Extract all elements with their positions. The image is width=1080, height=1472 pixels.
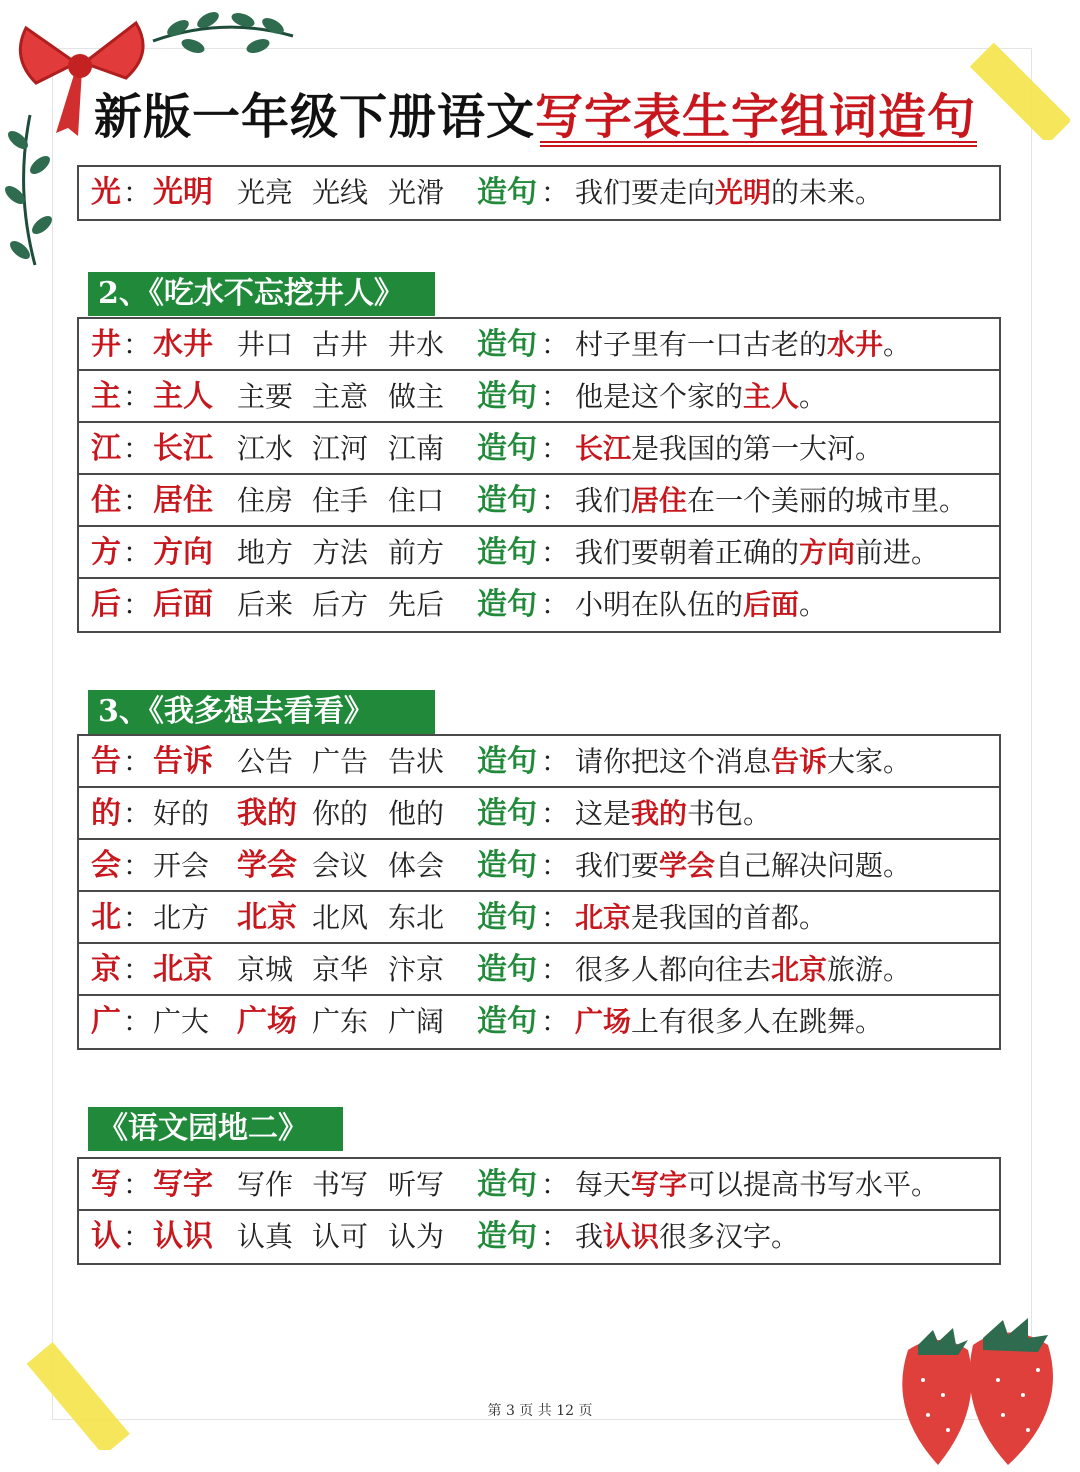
word: 光滑 [388,176,445,209]
page-footer: 第 3 页 共 12 页 [487,1403,593,1419]
word: 北方 [153,901,210,934]
title-red-part: 写字表生字组词造句 [535,89,977,145]
word: 主要 [237,380,294,413]
word: 告状 [388,745,445,778]
example-sentence [575,319,911,371]
colon: ： [123,1168,152,1201]
colon: ： [123,588,152,621]
word: 写字 [153,1167,213,1202]
colon: ： [123,797,152,830]
word: 江南 [388,432,445,465]
title-underline [540,141,977,147]
table-row [79,1159,999,1211]
sentence-text: 可以提高书写水平。 [687,1168,940,1201]
character: 住 [91,483,121,518]
sentence-text: 是我国的第一大河。 [631,432,884,465]
table-row [79,996,999,1048]
sentence-text: 我们要朝着正确的 [575,536,800,569]
lesson-header-yuandi: 《语文园地二》 [88,1107,343,1151]
sentence-highlight: 告诉 [771,745,828,778]
word: 住房 [237,484,294,517]
word: 书写 [312,1168,369,1201]
word: 做主 [388,380,445,413]
sentence-highlight: 写字 [631,1168,688,1201]
colon: ： [123,432,152,465]
sentence-highlight: 认识 [603,1220,660,1253]
zaoju-label: 造句 [477,175,537,210]
zaoju-label: 造句 [477,535,537,570]
sentence-text: 我们要走向 [575,176,716,209]
leaf-branch-icon [148,6,298,56]
table-row [79,579,999,631]
word: 东北 [388,901,445,934]
zaoju-label: 造句 [477,327,537,362]
word: 住手 [312,484,369,517]
colon: ： [541,484,570,517]
word: 光亮 [237,176,294,209]
sentence-text: 书包。 [687,797,772,830]
zaoju-label: 造句 [477,744,537,779]
colon: ： [541,1220,570,1253]
sentence-text: 的未来。 [771,176,884,209]
vocab-table-yuandi [77,1157,1001,1265]
example-sentence [575,527,939,579]
colon: ： [123,536,152,569]
sentence-text: 我们要 [575,849,660,882]
word: 北京 [153,952,213,987]
word: 居住 [153,483,213,518]
character: 写 [91,1167,121,1202]
zaoju-label: 造句 [477,431,537,466]
word: 京华 [312,953,369,986]
word: 前方 [388,536,445,569]
sentence-text: 旅游。 [827,953,912,986]
sentence-highlight: 水井 [827,328,884,361]
word: 方法 [312,536,369,569]
vocab-table-continued [77,165,1001,221]
sentence-text: 在一个美丽的城市里。 [687,484,968,517]
colon: ： [123,849,152,882]
colon: ： [541,901,570,934]
sentence-text: 很多人都向往去 [575,953,772,986]
colon: ： [541,1168,570,1201]
word: 广场 [237,1004,297,1039]
sentence-highlight: 光明 [715,176,772,209]
table-row [79,475,999,527]
word: 后方 [312,588,369,621]
character: 井 [91,327,121,362]
lesson-header-3: 3、《我多想去看看》 [88,690,435,734]
sentence-text: 请你把这个消息 [575,745,772,778]
sentence-text: 上有很多人在跳舞。 [631,1005,884,1038]
character: 会 [91,848,121,883]
washi-tape-bottom-left [20,1340,130,1450]
example-sentence [575,840,911,892]
colon: ： [541,432,570,465]
word: 认为 [388,1220,445,1253]
colon: ： [541,328,570,361]
example-sentence [575,579,827,631]
word: 光线 [312,176,369,209]
word: 后来 [237,588,294,621]
colon: ： [541,588,570,621]
sentence-highlight: 学会 [659,849,716,882]
example-sentence [575,1159,939,1211]
vine-icon [0,110,60,270]
zaoju-label: 造句 [477,379,537,414]
word: 听写 [388,1168,445,1201]
word: 你的 [312,797,369,830]
word: 写作 [237,1168,294,1201]
word: 广大 [153,1005,210,1038]
sentence-highlight: 长江 [575,432,632,465]
sentence-text: 很多汉字。 [659,1220,800,1253]
word: 京城 [237,953,294,986]
example-sentence [575,892,827,944]
zaoju-label: 造句 [477,900,537,935]
colon: ： [123,484,152,517]
sentence-highlight: 广场 [575,1005,632,1038]
word: 认识 [153,1219,213,1254]
zaoju-label: 造句 [477,1004,537,1039]
character: 主 [91,379,121,414]
character: 江 [91,431,121,466]
character: 北 [91,900,121,935]
colon: ： [123,1220,152,1253]
table-row [79,840,999,892]
word: 地方 [237,536,294,569]
sentence-highlight: 北京 [771,953,828,986]
table-row [79,1211,999,1263]
table-row [79,944,999,996]
character: 后 [91,587,121,622]
word: 北京 [237,900,297,935]
example-sentence [575,371,827,423]
table-row [79,736,999,788]
word: 认可 [312,1220,369,1253]
word: 体会 [388,849,445,882]
lesson-header-2: 2、《吃水不忘挖井人》 [88,272,435,316]
sentence-highlight: 方向 [799,536,856,569]
zaoju-label: 造句 [477,848,537,883]
word: 他的 [388,797,445,830]
sentence-text: 自己解决问题。 [715,849,912,882]
word: 水井 [153,327,213,362]
word: 广告 [312,745,369,778]
sentence-highlight: 后面 [743,588,800,621]
sentence-highlight: 北京 [575,901,632,934]
word: 住口 [388,484,445,517]
word: 广阔 [388,1005,445,1038]
table-row [79,892,999,944]
colon: ： [541,536,570,569]
example-sentence [575,996,883,1048]
sentence-highlight: 居住 [631,484,688,517]
colon: ： [123,953,152,986]
sentence-text: 是我国的首都。 [631,901,828,934]
table-row [79,527,999,579]
strawberry-icon [878,1300,1078,1470]
zaoju-label: 造句 [477,483,537,518]
word: 北风 [312,901,369,934]
character: 京 [91,952,121,987]
colon: ： [123,176,152,209]
word: 公告 [237,745,294,778]
sentence-text: 前进。 [855,536,940,569]
colon: ： [541,1005,570,1038]
sentence-text: 这是 [575,797,632,830]
word: 长江 [153,431,213,466]
example-sentence [575,167,883,219]
colon: ： [123,901,152,934]
zaoju-label: 造句 [477,1219,537,1254]
character: 广 [91,1004,121,1039]
washi-tape-top-right [960,30,1070,140]
table-row [79,167,999,219]
sentence-text: 我们 [575,484,632,517]
sentence-text: 大家。 [827,745,912,778]
colon: ： [123,328,152,361]
page-title [94,78,976,147]
word: 好的 [153,797,210,830]
word: 汴京 [388,953,445,986]
character: 方 [91,535,121,570]
word: 后面 [153,587,213,622]
word: 井水 [388,328,445,361]
word: 告诉 [153,744,213,779]
sentence-text: 他是这个家的 [575,380,744,413]
sentence-text: 。 [883,328,912,361]
zaoju-label: 造句 [477,952,537,987]
zaoju-label: 造句 [477,796,537,831]
sentence-text: 我 [575,1220,604,1253]
example-sentence [575,423,883,475]
colon: ： [541,953,570,986]
colon: ： [541,849,570,882]
word: 光明 [153,175,213,210]
colon: ： [541,745,570,778]
zaoju-label: 造句 [477,587,537,622]
colon: ： [541,797,570,830]
colon: ： [123,745,152,778]
word: 方向 [153,535,213,570]
word: 学会 [237,848,297,883]
word: 会议 [312,849,369,882]
colon: ： [541,380,570,413]
character: 的 [91,796,121,831]
example-sentence [575,475,967,527]
character: 告 [91,744,121,779]
example-sentence [575,788,771,840]
example-sentence [575,736,911,788]
table-row [79,788,999,840]
table-row [79,423,999,475]
word: 江河 [312,432,369,465]
colon: ： [123,380,152,413]
sentence-text: 村子里有一口古老的 [575,328,828,361]
table-row [79,319,999,371]
zaoju-label: 造句 [477,1167,537,1202]
word: 井口 [237,328,294,361]
word: 主人 [153,379,213,414]
colon: ： [123,1005,152,1038]
sentence-text: 。 [799,588,828,621]
word: 先后 [388,588,445,621]
word: 主意 [312,380,369,413]
sentence-text: 每天 [575,1168,632,1201]
sentence-text: 小明在队伍的 [575,588,744,621]
example-sentence [575,944,911,996]
character: 认 [91,1219,121,1254]
vocab-table-lesson-2 [77,317,1001,633]
word: 广东 [312,1005,369,1038]
sentence-text: 。 [799,380,828,413]
vocab-table-lesson-3 [77,734,1001,1050]
word: 开会 [153,849,210,882]
word: 我的 [237,796,297,831]
colon: ： [541,176,570,209]
word: 江水 [237,432,294,465]
example-sentence [575,1211,799,1263]
table-row [79,371,999,423]
word: 古井 [312,328,369,361]
character: 光 [91,175,121,210]
sentence-highlight: 主人 [743,380,800,413]
title-black-part: 新版一年级下册语文 [94,89,536,145]
sentence-highlight: 我的 [631,797,688,830]
word: 认真 [237,1220,294,1253]
